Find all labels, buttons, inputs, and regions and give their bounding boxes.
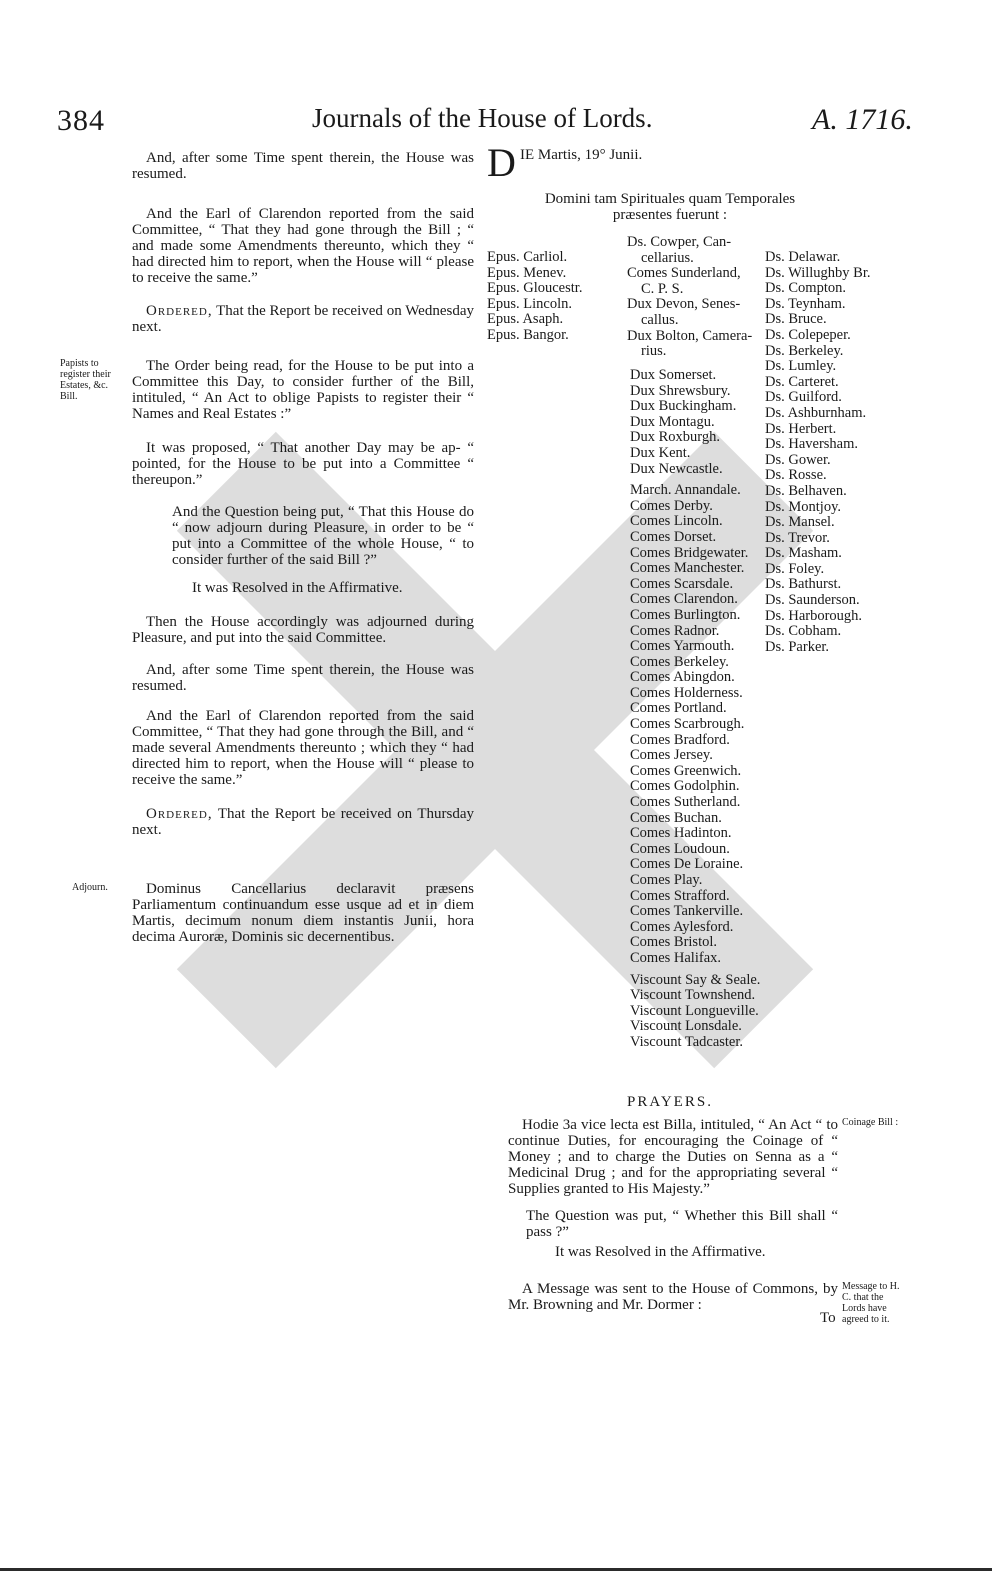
list-item: Viscount Say & Seale.: [630, 971, 761, 988]
list-item: Comes Berkeley.: [630, 653, 729, 670]
list-item: Ds. Ashburnham.: [765, 404, 867, 421]
list-item: Ds. Guilford.: [765, 389, 842, 406]
list-item: Comes Tankerville.: [630, 903, 744, 920]
left-paragraph-report-2: And the Earl of Clarendon reported from the said Committee, “ That they had gone through the Bill, and “ made several Amendments thereunto ; which they “ had directed him to report, when the House will “ please to receive the same.”: [132, 708, 474, 788]
list-item: Comes Halifax.: [630, 949, 722, 966]
list-item: Comes Holderness.: [630, 684, 743, 701]
list-item: Ds. Compton.: [765, 280, 846, 297]
attendance-heading: Domini tam Spirituales quam Temporales præsentes fuerunt :: [544, 191, 796, 223]
list-item: Dux Roxburgh.: [630, 429, 720, 446]
list-item: Comes Sunderland,: [627, 265, 741, 282]
barons-list: [765, 250, 871, 655]
list-item: March. Annandale.: [630, 482, 741, 499]
list-item: Ds. Carteret.: [765, 373, 839, 390]
list-item: Epus. Bangor.: [487, 326, 569, 343]
margin-note-adjourn: Adjourn.: [72, 882, 108, 893]
list-item: Comes Greenwich.: [630, 762, 742, 779]
margin-note-coinage: Coinage Bill :: [842, 1117, 899, 1128]
list-item: Ds. Willughby Br.: [765, 264, 871, 281]
list-item: Comes Strafford.: [630, 887, 730, 904]
list-item: Comes Portland.: [630, 700, 727, 717]
list-item: rius.: [641, 343, 667, 360]
ordered-text: That the Report be received on Thursday next.: [132, 806, 474, 838]
catchword: To: [820, 1310, 836, 1326]
list-item: Comes Sutherland.: [630, 794, 741, 811]
list-item: Ds. Cowper, Can-: [627, 234, 732, 250]
list-item: Comes Dorset.: [630, 528, 717, 545]
list-item: Ds. Saunderson.: [765, 592, 860, 609]
ordered-lead: Ordered,: [146, 303, 213, 319]
resolved-line: It was Resolved in the Affirmative.: [555, 1244, 766, 1260]
left-paragraph-adjourn: Dominus Cancellarius declaravit præsens Parliamentum continuandum esse usque ad et in diem Martis, decimum nonum diem instantis Junii, hora decima Auroræ, Dominis sic decernentibus.: [132, 881, 474, 945]
list-item: Comes Scarbrough.: [630, 716, 745, 733]
bottom-rule: [0, 1568, 992, 1571]
left-resolved: It was Resolved in the Affirmative.: [192, 580, 403, 596]
list-item: Comes Derby.: [630, 497, 713, 514]
left-ordered-2: [132, 806, 474, 838]
list-item: Epus. Carliol.: [487, 249, 568, 265]
list-item: Ds. Harborough.: [765, 607, 863, 624]
list-item: Ds. Mansel.: [765, 514, 835, 531]
list-item: Ds. Cobham.: [765, 623, 842, 640]
prayers-heading: PRAYERS.: [627, 1094, 713, 1110]
list-item: Ds. Herbert.: [765, 420, 837, 437]
list-item: Epus. Gloucestr.: [487, 280, 583, 297]
left-paragraph-proposed: It was proposed, “ That another Day may be ap- “ pointed, for the House to be put into a Committee “ thereupon.”: [132, 440, 474, 488]
page-number: 384: [57, 104, 105, 137]
list-item: Ds. Foley.: [765, 560, 825, 577]
list-item: Comes Aylesford.: [630, 918, 734, 935]
left-paragraph-order-read: The Order being read, for the House to be put into a Committee this Day, to consider further of the Bill, intituled, “ An Act to oblige Papists to register their “ Names and Real Estates :”: [132, 358, 474, 422]
left-paragraph-resumed-1: And, after some Time spent therein, the House was resumed.: [132, 150, 474, 182]
list-item: Ds. Colepeper.: [765, 326, 851, 343]
list-item: Comes Abingdon.: [630, 669, 735, 686]
list-item: Comes Burlington.: [630, 606, 741, 623]
list-item: Comes Play.: [630, 872, 703, 888]
list-item: C. P. S.: [641, 280, 684, 297]
session-date: IE Martis, 19° Junii.: [520, 147, 643, 163]
left-paragraph-adjourned: Then the House accordingly was adjourned during Pleasure, and put into the said Committee.: [132, 614, 474, 646]
list-item: Dux Devon, Senes-: [627, 296, 741, 313]
list-item: Comes Godolphin.: [630, 778, 740, 795]
list-item: Comes Bristol.: [630, 934, 718, 951]
list-item: Epus. Asaph.: [487, 311, 564, 328]
page-year: A. 1716.: [812, 103, 913, 136]
list-item: Dux Montagu.: [630, 413, 715, 430]
list-item: Ds. Haversham.: [765, 436, 859, 453]
message-paragraph: A Message was sent to the House of Commons, by Mr. Browning and Mr. Dormer :: [508, 1281, 838, 1313]
list-item: Ds. Berkeley.: [765, 342, 844, 359]
list-item: Viscount Longueville.: [630, 1002, 759, 1019]
list-item: Comes Manchester.: [630, 560, 745, 577]
list-item: Viscount Townshend.: [630, 987, 756, 1004]
ordered-lead: Ordered,: [146, 806, 213, 822]
list-item: callus.: [641, 311, 679, 328]
list-item: Ds. Parker.: [765, 638, 830, 655]
list-item: Comes Hadinton.: [630, 825, 732, 842]
left-ordered-1: [132, 303, 474, 335]
list-item: Comes Clarendon.: [630, 591, 738, 608]
left-paragraph-question: And the Question being put, “ That this House do “ now adjourn during Pleasure, in order to be “ put into a Committee of the whole House, “ to consider further of the said Bill ?”: [172, 504, 474, 568]
page-title: Journals of the House of Lords.: [312, 103, 653, 133]
peers-list: [630, 368, 760, 1051]
list-item: Comes Loudoun.: [630, 840, 730, 857]
list-item: Dux Shrewsbury.: [630, 382, 731, 399]
list-item: Comes Bridgewater.: [630, 544, 749, 561]
list-item: Dux Somerset.: [630, 367, 717, 383]
list-item: Epus. Menev.: [487, 264, 567, 281]
margin-note-papists: Papists to register their Estates, &c. Bill.: [60, 358, 111, 402]
list-item: Dux Kent.: [630, 444, 691, 461]
list-item: Ds. Teynham.: [765, 295, 846, 312]
list-item: Ds. Masham.: [765, 545, 842, 562]
list-item: Comes Buchan.: [630, 809, 722, 826]
list-item: Viscount Lonsdale.: [630, 1018, 742, 1035]
list-item: Ds. Trevor.: [765, 529, 830, 546]
list-item: Ds. Bruce.: [765, 311, 827, 328]
list-item: Comes De Loraine.: [630, 856, 744, 873]
list-item: Viscount Tadcaster.: [630, 1033, 744, 1050]
list-item: Comes Jersey.: [630, 747, 713, 764]
list-item: Comes Scarsdale.: [630, 575, 734, 592]
coinage-bill-paragraph: Hodie 3a vice lecta est Billa, intituled, “ An Act “ to continue Duties, for encouraging the Coinage of “ Money ; and to charge the Duties on Senna as a “ Medicinal Drug ; and for the appropriating several “ Supplies granted to His Majesty.”: [508, 1117, 838, 1197]
list-item: Comes Yarmouth.: [630, 638, 735, 655]
list-item: Ds. Belhaven.: [765, 482, 847, 499]
list-item: Comes Bradford.: [630, 731, 730, 748]
list-item: Dux Buckingham.: [630, 398, 737, 415]
list-item: Comes Radnor.: [630, 622, 720, 639]
list-item: Comes Lincoln.: [630, 513, 723, 530]
question-paragraph: The Question was put, “ Whether this Bill shall “ pass ?”: [526, 1208, 838, 1240]
bishops-list: [487, 250, 582, 344]
list-item: Ds. Bathurst.: [765, 576, 842, 593]
drop-cap: D: [487, 140, 516, 185]
list-item: Ds. Lumley.: [765, 358, 837, 375]
margin-note-message: Message to H. C. that the Lords have agreed to it.: [842, 1281, 900, 1325]
list-item: Dux Bolton, Camera-: [627, 327, 753, 344]
list-item: Dux Newcastle.: [630, 460, 723, 477]
list-item: Ds. Delawar.: [765, 249, 841, 265]
list-item: Ds. Rosse.: [765, 467, 827, 484]
list-item: Ds. Montjoy.: [765, 498, 841, 515]
list-item: Epus. Lincoln.: [487, 295, 572, 312]
list-item: cellarius.: [641, 249, 694, 266]
list-item: Ds. Gower.: [765, 451, 831, 468]
officers-list: [627, 235, 752, 360]
ordered-text: That the Report be received on Wednesday next.: [132, 303, 474, 335]
left-paragraph-resumed-2: And, after some Time spent therein, the House was resumed.: [132, 662, 474, 694]
left-paragraph-report-1: And the Earl of Clarendon reported from the said Committee, “ That they had gone through the Bill ; “ and made some Amendments thereunto, which they “ had directed him to report, when the House will “ please to receive the same.”: [132, 206, 474, 286]
